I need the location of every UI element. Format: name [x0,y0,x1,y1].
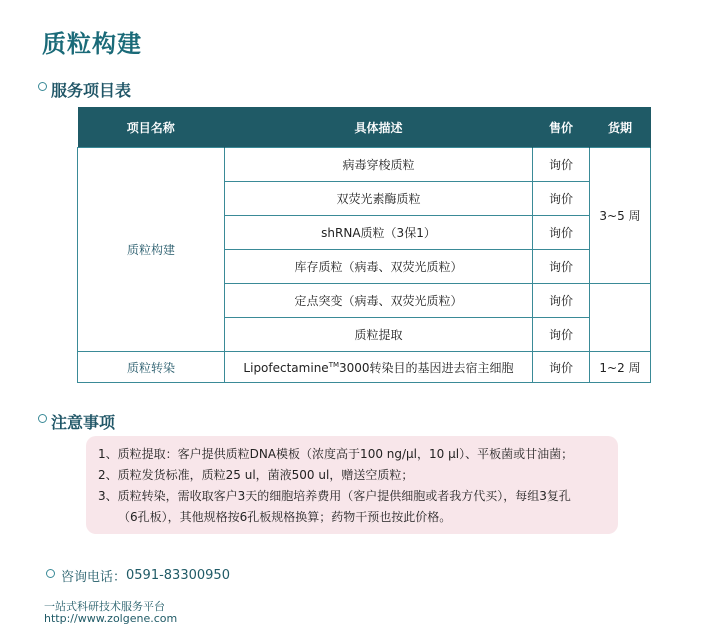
price-cell: 询价 [533,148,590,182]
price-cell: 询价 [533,284,590,318]
notes-box [86,436,618,534]
notes-heading-text: 注意事项 [51,413,116,432]
circle-bullet-icon [38,414,47,423]
description-cell: 库存质粒（病毒、双荧光质粒） [225,250,533,284]
description-cell: 质粒提取 [225,318,533,352]
col-header-description: 具体描述 [225,107,533,148]
note-item: 2、质粒发货标准，质粒25 ul，菌液500 ul，赠送空质粒； [98,468,414,482]
lead-time-cell: 3~5 周 [590,148,651,284]
price-cell: 询价 [533,182,590,216]
table-row [78,148,651,182]
note-item: （6孔板），其他规格按6孔板规格换算；药物干预也按此价格。 [118,510,452,524]
price-cell: 询价 [533,352,590,383]
col-header-price: 售价 [533,107,590,148]
category-cell: 质粒构建 [78,148,225,352]
notes-list [86,436,618,528]
page-title: 质粒构建 [42,30,142,58]
services-heading [38,78,131,101]
price-cell: 询价 [533,216,590,250]
note-item: 1、质粒提取：客户提供质粒DNA模板（浓度高于100 ng/μl，10 μl）、平板菌或甘油菌； [98,447,574,461]
circle-bullet-icon [46,569,55,578]
description-cell: 病毒穿梭质粒 [225,148,533,182]
description-cell [225,352,533,383]
price-cell: 询价 [533,250,590,284]
contact-line [46,566,230,585]
lead-time-empty-cell [590,284,651,352]
col-header-name: 项目名称 [78,107,225,148]
services-table [77,107,651,383]
table-header-row [78,107,651,148]
contact-label: 咨询电话： [61,570,127,585]
notes-heading [38,410,115,433]
lead-time-cell: 1~2 周 [590,352,651,383]
footer-url-link[interactable]: http://www.zolgene.com [44,612,178,625]
note-item: 3、质粒转染，需收取客户3天的细胞培养费用（客户提供细胞或者我方代买），每组3复孔 [98,489,571,503]
circle-bullet-icon [38,82,47,91]
services-heading-text: 服务项目表 [51,81,132,100]
table-row [78,352,651,383]
trademark-sup: TM [328,360,340,369]
price-cell: 询价 [533,318,590,352]
description-suffix: 3000转染目的基因进去宿主细胞 [339,360,514,375]
description-cell: 定点突变（病毒、双荧光质粒） [225,284,533,318]
description-cell: 双荧光素酶质粒 [225,182,533,216]
contact-phone[interactable]: 0591-83300950 [126,568,230,583]
col-header-lead-time: 货期 [590,107,651,148]
description-cell: shRNA质粒（3保1） [225,216,533,250]
category-cell: 质粒转染 [78,352,225,383]
description-prefix: Lipofectamine [243,360,329,375]
footer-tagline: 一站式科研技术服务平台 [44,600,165,613]
